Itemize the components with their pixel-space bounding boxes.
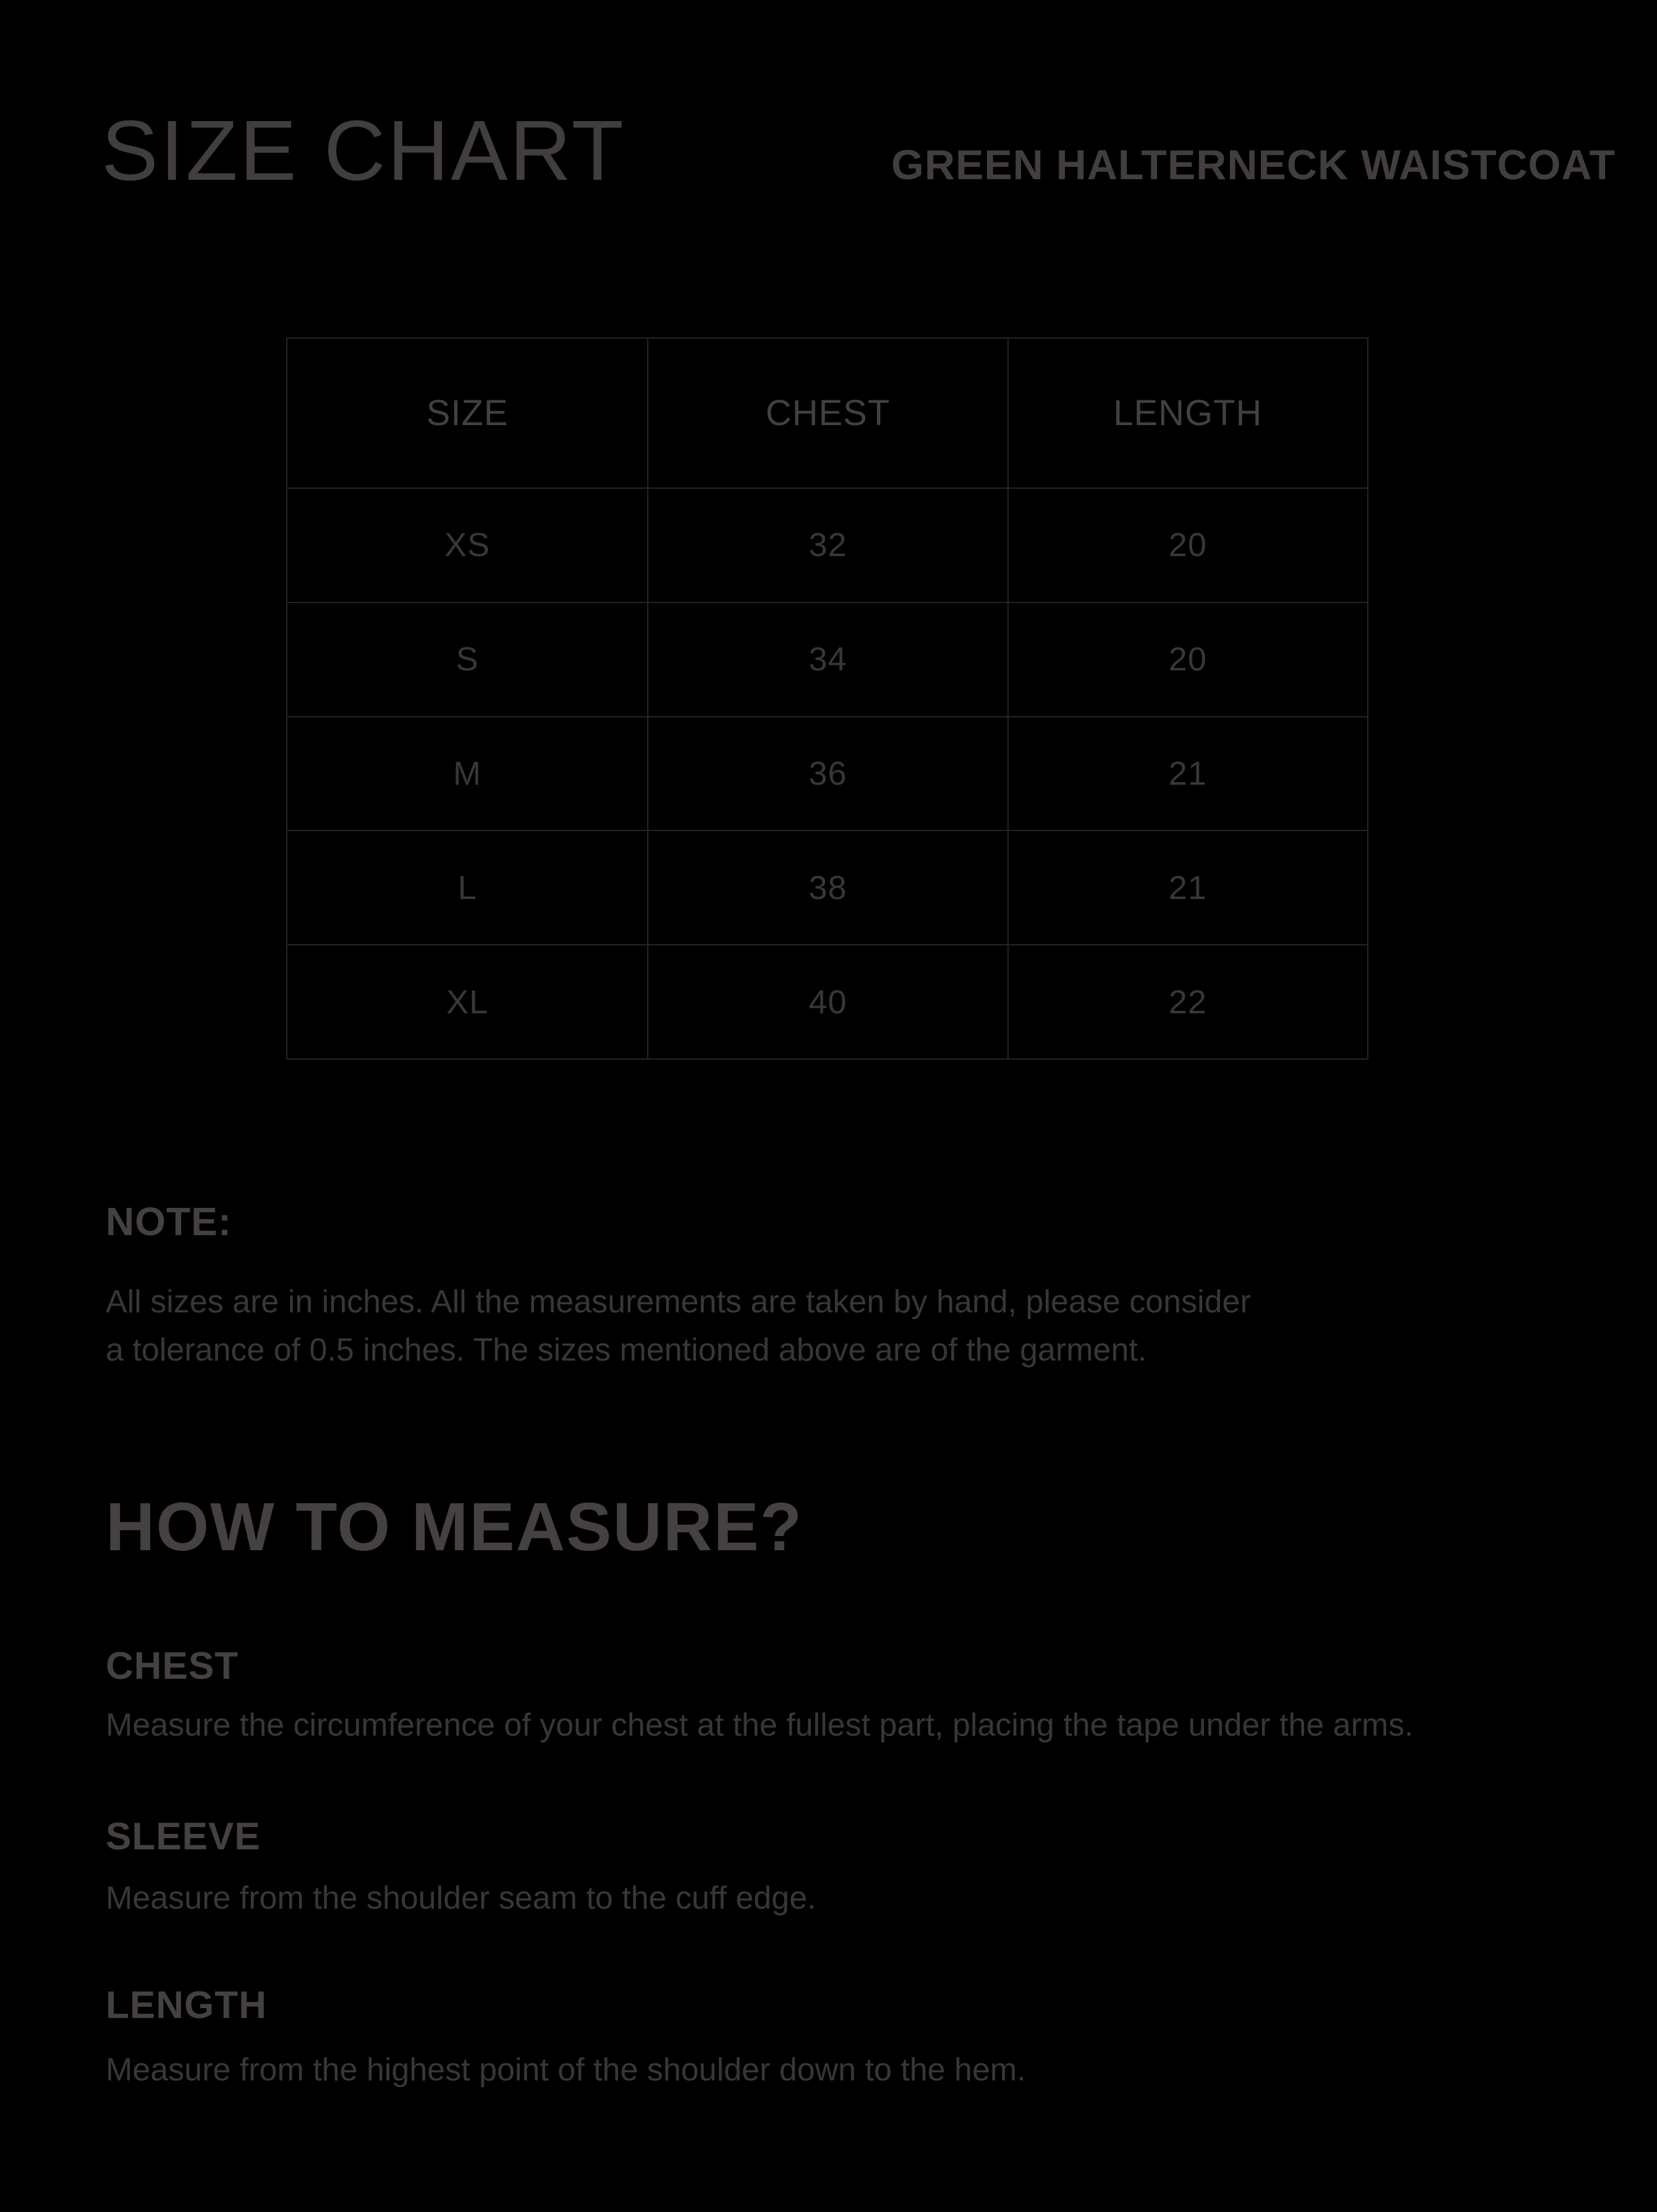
table-row-s xyxy=(287,602,1367,716)
note-heading: NOTE: xyxy=(106,1199,232,1244)
cell-length: 21 xyxy=(1007,717,1367,830)
measure-label-chest: CHEST xyxy=(106,1645,239,1687)
cell-chest: 40 xyxy=(647,945,1007,1058)
measure-description-sleeve: Measure from the shoulder seam to the cuff edge. xyxy=(106,1880,816,1916)
column-header-length: LENGTH xyxy=(1007,339,1367,488)
cell-chest: 34 xyxy=(647,603,1007,716)
page-title: SIZE CHART xyxy=(101,103,625,198)
table-row-xs xyxy=(287,488,1367,602)
cell-length: 21 xyxy=(1007,831,1367,944)
cell-length: 22 xyxy=(1007,945,1367,1058)
measure-description-length: Measure from the highest point of the shoulder down to the hem. xyxy=(106,2052,1026,2088)
column-header-size: SIZE xyxy=(426,393,509,433)
measure-description-chest: Measure the circumference of your chest at the fullest part, placing the tape under the arms. xyxy=(106,1707,1413,1743)
product-name: GREEN HALTERNECK WAISTCOAT xyxy=(891,141,1616,188)
size-table xyxy=(286,337,1368,1060)
cell-length: 20 xyxy=(1007,489,1367,602)
table-row-m xyxy=(287,716,1367,830)
table-row-xl xyxy=(287,944,1367,1058)
how-to-measure-title: HOW TO MEASURE? xyxy=(106,1489,803,1565)
note-text xyxy=(106,1278,1251,1374)
table-header-row xyxy=(287,339,1367,488)
column-header-chest: CHEST xyxy=(647,339,1007,488)
measure-label-sleeve: SLEEVE xyxy=(106,1815,261,1858)
cell-size: S xyxy=(456,641,479,678)
cell-size: M xyxy=(453,754,482,792)
cell-size: XS xyxy=(444,526,491,564)
note-line-1: All sizes are in inches. All the measurements are taken by hand, please consider xyxy=(106,1284,1251,1320)
note-line-2: a tolerance of 0.5 inches. The sizes mentioned above are of the garment. xyxy=(106,1332,1147,1368)
cell-length: 20 xyxy=(1007,603,1367,716)
cell-size: L xyxy=(457,869,477,906)
cell-chest: 36 xyxy=(647,717,1007,830)
cell-chest: 38 xyxy=(647,831,1007,944)
measure-label-length: LENGTH xyxy=(106,1984,267,2027)
cell-size: XL xyxy=(446,983,489,1021)
table-row-l xyxy=(287,830,1367,944)
cell-chest: 32 xyxy=(647,489,1007,602)
